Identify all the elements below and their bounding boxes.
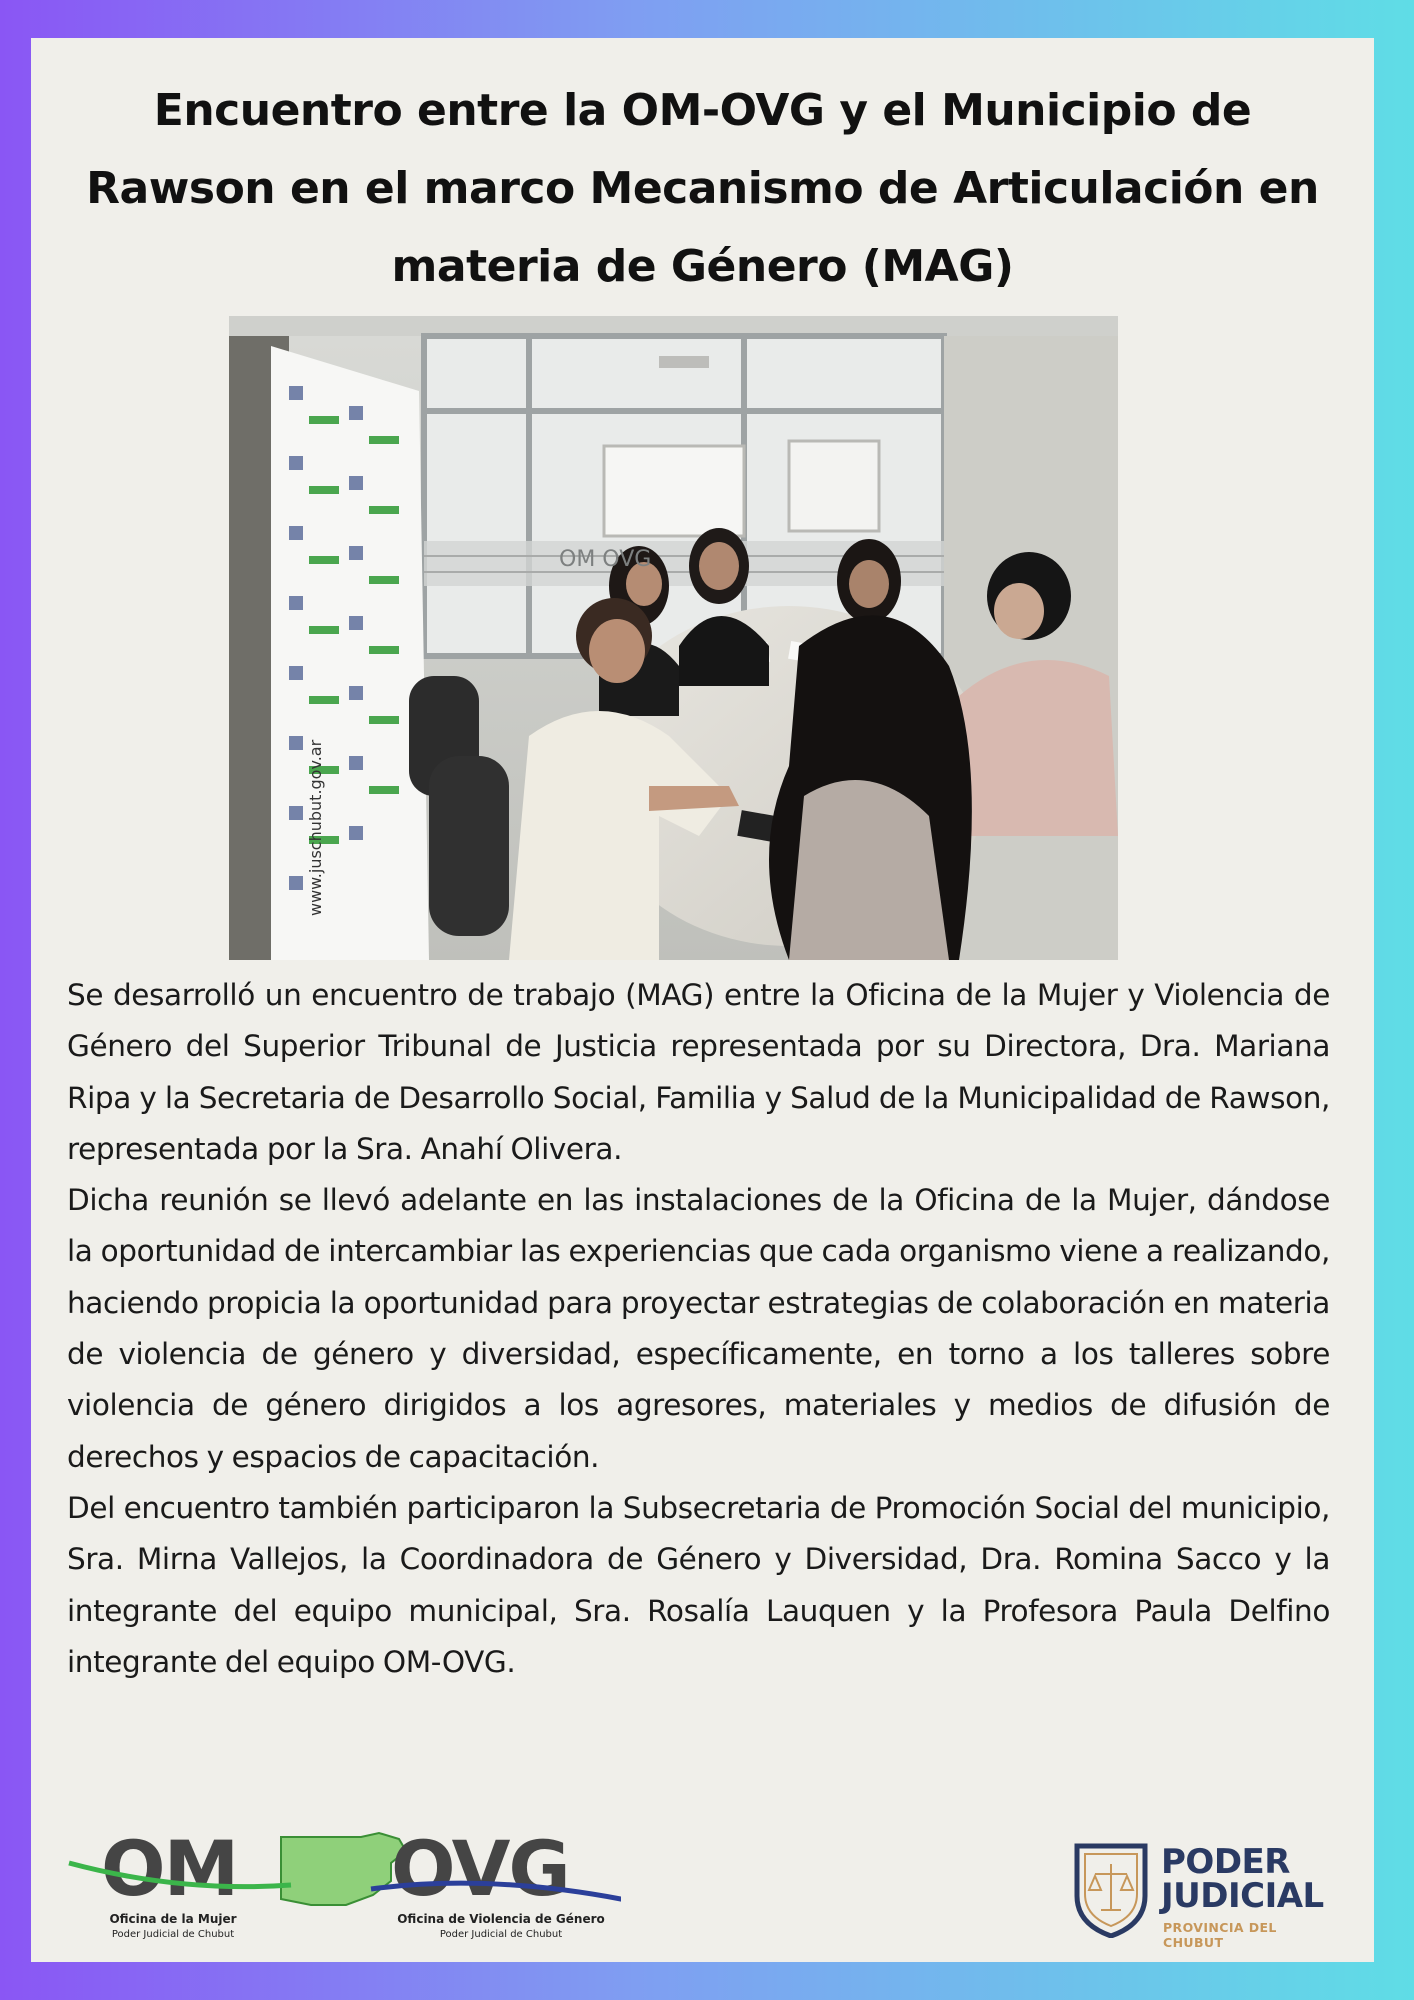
banner-url-text: www.juschubut.gov.ar: [306, 739, 325, 916]
meeting-photo: [229, 316, 1118, 960]
chubut-map-icon: [281, 1833, 406, 1905]
page-title: Encuentro entre la OM-OVG y el Municipio de Rawson en el marco Mecanismo de Articulación en materia de Género (MAG): [86, 85, 1319, 292]
om-caption-title: Oficina de la Mujer: [109, 1912, 237, 1926]
om-caption-subtitle: Poder Judicial de Chubut: [111, 1929, 235, 1940]
ovg-letters: OVG: [391, 1824, 569, 1913]
shield-scales-icon: [1071, 1838, 1151, 1938]
pj-title-line2: JUDICIAL: [1161, 1876, 1324, 1916]
article-paragraph: Se desarrolló un encuentro de trabajo (MAG) entre la Oficina de la Mujer y Violencia de Género del Superior Tribunal de Justicia representada por su Directora, Dra. Mariana Ripa y la Secretaria de Desarrollo Social, Familia y Salud de la Municipalidad de Rawson, representada por la Sra. Anahí Olivera.: [67, 978, 1330, 1166]
article-body: [67, 970, 1330, 1688]
page: [31, 38, 1374, 1962]
article-paragraph: Del encuentro también participaron la Subsecretaria de Promoción Social del municipio, Sra. Mirna Vallejos, la Coordinadora de Género y Diversidad, Dra. Romina Sacco y la integrante del equipo municipal, Sra. Rosalía Lauquen y la Profesora Paula Delfino integrante del equipo OM-OVG.: [67, 1490, 1330, 1679]
window-sign-text: OM OVG: [559, 547, 652, 572]
pj-subtitle: PROVINCIA DEL CHUBUT: [1163, 1920, 1277, 1950]
article-paragraph: Dicha reunión se llevó adelante en las instalaciones de la Oficina de la Mujer, dándose la oportunidad de intercambiar las experiencias que cada organismo viene a realizando, haciendo propicia la oportunidad para proyectar estrategias de colaboración en materia de violencia de género y diversidad, específicamente, en torno a los talleres sobre violencia de género dirigidos a los agresores, materiales y medios de difusión de derechos y espacios de capacitación.: [67, 1183, 1330, 1474]
pj-title-line1: PODER: [1161, 1842, 1290, 1882]
ovg-caption-title: Oficina de Violencia de Género: [397, 1912, 605, 1926]
poder-judicial-logo: [1071, 1838, 1331, 1948]
ovg-caption-subtitle: Poder Judicial de Chubut: [439, 1929, 563, 1940]
om-letters: OM: [101, 1824, 238, 1913]
om-ovg-logo: [61, 1823, 621, 1943]
